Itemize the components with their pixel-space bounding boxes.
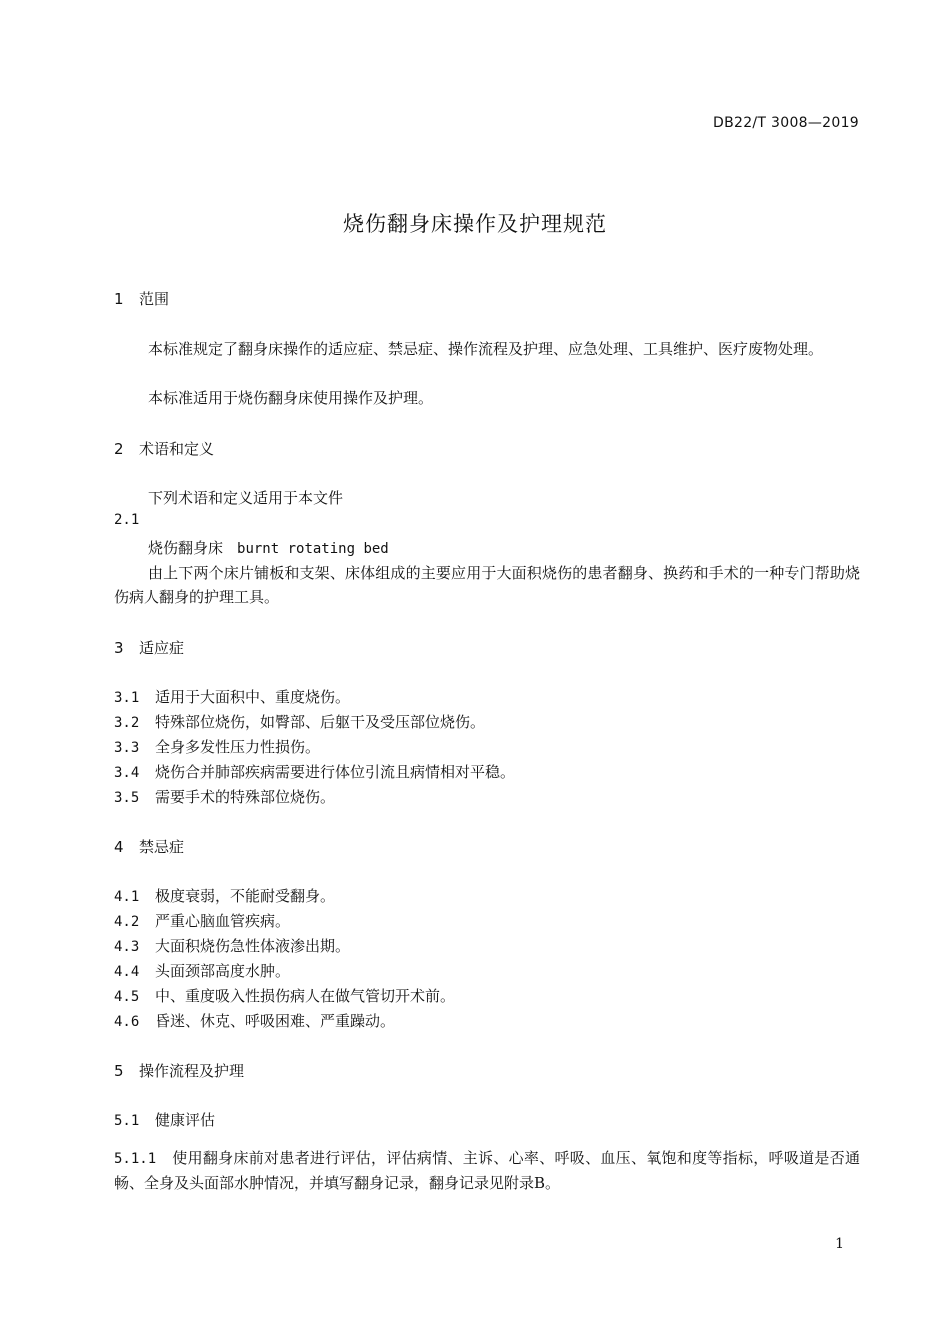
- scope-paragraph-1: 本标准规定了翻身床操作的适应症、禁忌症、操作流程及护理、应急处理、工具维护、医疗废物处理。: [148, 340, 824, 358]
- list-item: 3.1 适用于大面积中、重度烧伤。: [114, 688, 351, 706]
- list-item: 3.2 特殊部位烧伤，如臀部、后躯干及受压部位烧伤。: [114, 713, 486, 731]
- terms-intro: 下列术语和定义适用于本文件: [148, 489, 344, 507]
- list-item: 4.3 大面积烧伤急性体液渗出期。: [114, 937, 351, 955]
- list-item: 3.3 全身多发性压力性损伤。: [114, 738, 321, 756]
- term-item-number: 2.1: [114, 512, 140, 528]
- section-heading-process: 5 操作流程及护理: [114, 1062, 245, 1080]
- list-item: 4.2 严重心脑血管疾病。: [114, 912, 291, 930]
- term-definition: 由上下两个床片铺板和支架、床体组成的主要应用于大面积烧伤的患者翻身、换药和手术的一种专门帮助烧伤病人翻身的护理工具。: [114, 564, 860, 606]
- list-item: 3.4 烧伤合并肺部疾病需要进行体位引流且病情相对平稳。: [114, 763, 516, 781]
- term-english: burnt rotating bed: [237, 541, 389, 557]
- term-chinese: 烧伤翻身床: [148, 539, 224, 557]
- section-heading-scope: 1 范围: [114, 290, 170, 308]
- section-heading-indications: 3 适应症: [114, 639, 185, 657]
- section-heading-terms: 2 术语和定义: [114, 440, 215, 458]
- list-item: 4.6 昏迷、休克、呼吸困难、严重躁动。: [114, 1012, 396, 1030]
- list-item: 4.5 中、重度吸入性损伤病人在做气管切开术前。: [114, 987, 456, 1005]
- section-heading-contraindications: 4 禁忌症: [114, 838, 185, 856]
- page-number: 1: [835, 1236, 844, 1252]
- subsection-heading-health-assessment: 5.1 健康评估: [114, 1111, 216, 1129]
- clause-5-1-1: 5.1.1 使用翻身床前对患者进行评估，评估病情、主诉、心率、呼吸、血压、氧饱和度等指标，呼吸道是否通畅、全身及头面部水肿情况，并填写翻身记录，翻身记录见附录B。: [114, 1149, 860, 1192]
- document-code: DB22/T 3008—2019: [713, 115, 859, 131]
- list-item: 4.1 极度衰弱，不能耐受翻身。: [114, 887, 336, 905]
- list-item: 4.4 头面颈部高度水肿。: [114, 962, 291, 980]
- term-entry: [148, 537, 389, 558]
- scope-paragraph-2: 本标准适用于烧伤翻身床使用操作及护理。: [148, 389, 434, 407]
- document-title: 烧伤翻身床操作及护理规范: [343, 212, 607, 236]
- list-item: 3.5 需要手术的特殊部位烧伤。: [114, 788, 336, 806]
